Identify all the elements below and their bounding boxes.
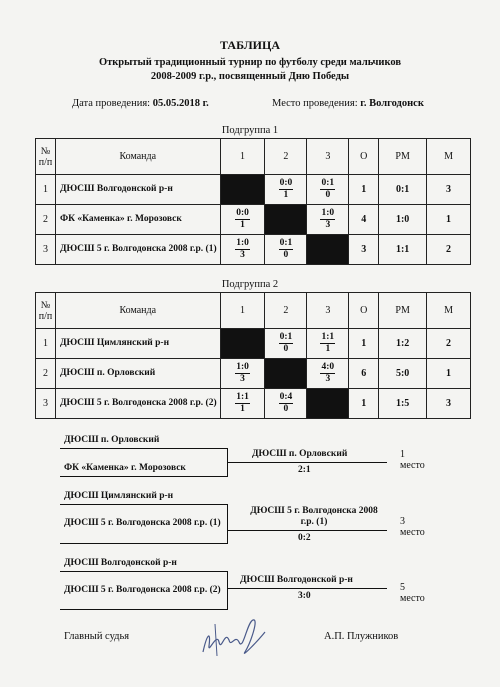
total-points: 4: [349, 205, 379, 235]
date-value: 05.05.2018 г.: [152, 98, 209, 109]
col-team: Команда: [55, 139, 220, 175]
final-team-a: ДЮСШ п. Орловский: [64, 435, 160, 445]
total-points: 1: [349, 329, 379, 359]
group1-caption: Подгруппа 1: [221, 125, 279, 136]
match-points: 1: [240, 404, 245, 414]
col-num: № п/п: [36, 139, 56, 175]
row-num: 1: [36, 175, 56, 205]
final-place-label: 5 место: [400, 582, 425, 604]
table-row: [36, 389, 471, 419]
match-points: 1: [240, 220, 245, 230]
place-value: г. Волгодонск: [360, 98, 424, 109]
group1-header-row: [36, 139, 471, 175]
total-points: 3: [349, 235, 379, 265]
self-cell: [307, 235, 349, 265]
match-score: 0:1: [321, 178, 335, 188]
match-cell: [265, 329, 307, 359]
date-label: Дата проведения:: [72, 98, 151, 109]
final-team-a: ДЮСШ Цимлянский р-н: [64, 491, 174, 501]
total-points: 1: [349, 175, 379, 205]
match-points: 1: [283, 190, 289, 200]
document-subtitle: [0, 56, 500, 84]
judge-label: Главный судья: [64, 631, 130, 642]
group1-table: [35, 138, 471, 265]
self-cell: [220, 175, 265, 205]
match-score: 0:0: [236, 208, 249, 218]
total-points: 6: [349, 359, 379, 389]
final-score: 3:0: [298, 591, 311, 601]
final-place-label: 3 место: [400, 516, 425, 538]
goal-diff: 1:0: [379, 205, 427, 235]
match-cell: [265, 389, 307, 419]
col-points: О: [349, 139, 379, 175]
col-1: 1: [220, 293, 265, 329]
col-points: О: [349, 293, 379, 329]
signature-icon: [195, 612, 270, 662]
match-score: 1:1: [321, 332, 335, 342]
final-place: 2: [427, 235, 471, 265]
row-num: 3: [36, 235, 56, 265]
match-score: 1:0: [321, 208, 335, 218]
col-num: № п/п: [36, 293, 56, 329]
total-points: 1: [349, 389, 379, 419]
table-row: [36, 359, 471, 389]
self-cell: [265, 205, 307, 235]
match-points: 0: [283, 404, 289, 414]
final-place: 1: [427, 205, 471, 235]
row-num: 1: [36, 329, 56, 359]
final-winner: ДЮСШ п. Орловский: [252, 449, 348, 459]
final-place: 2: [427, 329, 471, 359]
self-cell: [265, 359, 307, 389]
col-3: 3: [307, 139, 349, 175]
event-date: [72, 98, 209, 109]
team-name: ФК «Каменка» г. Морозовск: [55, 205, 220, 235]
row-num: 3: [36, 389, 56, 419]
subtitle-line-1: Открытый традиционный турнир по футболу среди мальчиков: [98, 57, 402, 68]
match-cell: [220, 235, 265, 265]
col-place: М: [427, 293, 471, 329]
col-1: 1: [220, 139, 265, 175]
col-goals: РМ: [379, 293, 427, 329]
match-score: 0:1: [279, 238, 293, 248]
place-label: Место проведения:: [272, 98, 358, 109]
match-cell: [220, 359, 265, 389]
match-cell: [220, 205, 265, 235]
match-score: 1:0: [236, 362, 249, 372]
goal-diff: 1:5: [379, 389, 427, 419]
team-name: ДЮСШ Волгодонской р-н: [55, 175, 220, 205]
group2-header-row: [36, 293, 471, 329]
final-team-b: ДЮСШ 5 г. Волгодонска 2008 г.р. (2): [64, 585, 221, 595]
col-place: М: [427, 139, 471, 175]
match-points: 0: [283, 250, 289, 260]
team-name: ДЮСШ 5 г. Волгодонска 2008 г.р. (1): [55, 235, 220, 265]
self-cell: [220, 329, 265, 359]
final-winner: ДЮСШ Волгодонской р-н: [240, 575, 353, 585]
match-score: 1:0: [236, 238, 249, 248]
subtitle-line-2: 2008-2009 г.р., посвященный Дню Победы: [150, 71, 350, 82]
final-team-b: ФК «Каменка» г. Морозовск: [64, 463, 186, 473]
match-points: 3: [325, 220, 331, 230]
goal-diff: 1:1: [379, 235, 427, 265]
match-score: 1:1: [236, 392, 249, 402]
match-cell: [265, 235, 307, 265]
row-num: 2: [36, 205, 56, 235]
match-score: 0:0: [279, 178, 293, 188]
goal-diff: 1:2: [379, 329, 427, 359]
table-row: [36, 175, 471, 205]
col-2: 2: [265, 139, 307, 175]
match-points: 1: [325, 344, 331, 354]
judge-name: А.П. Плужников: [324, 631, 399, 642]
row-num: 2: [36, 359, 56, 389]
match-cell: [307, 175, 349, 205]
match-score: 0:1: [279, 332, 293, 342]
match-cell: [307, 359, 349, 389]
match-cell: [307, 205, 349, 235]
event-place: [272, 98, 424, 109]
group2-caption: Подгруппа 2: [221, 279, 279, 290]
match-score: 4:0: [321, 362, 335, 372]
team-name: ДЮСШ п. Орловский: [55, 359, 220, 389]
final-winner: ДЮСШ 5 г. Волгодонска 2008 г.р. (1): [250, 506, 378, 527]
match-score: 0:4: [279, 392, 293, 402]
final-place: 3: [427, 175, 471, 205]
col-goals: РМ: [379, 139, 427, 175]
match-points: 3: [240, 374, 245, 384]
final-score: 2:1: [298, 465, 311, 475]
goal-diff: 5:0: [379, 359, 427, 389]
match-points: 0: [325, 190, 331, 200]
col-team: Команда: [55, 293, 220, 329]
document-title: ТАБЛИЦА: [220, 38, 280, 52]
final-score: 0:2: [298, 533, 311, 543]
team-name: ДЮСШ 5 г. Волгодонска 2008 г.р. (2): [55, 389, 220, 419]
match-points: 3: [240, 250, 245, 260]
match-cell: [265, 175, 307, 205]
table-row: [36, 329, 471, 359]
col-3: 3: [307, 293, 349, 329]
final-place-label: 1 место: [400, 449, 425, 471]
final-place: 3: [427, 389, 471, 419]
table-row: [36, 205, 471, 235]
final-team-a: ДЮСШ Волгодонской р-н: [64, 558, 177, 568]
final-team-b: ДЮСШ 5 г. Волгодонска 2008 г.р. (1): [64, 518, 221, 528]
table-row: [36, 235, 471, 265]
match-points: 3: [325, 374, 331, 384]
group2-table: [35, 292, 471, 419]
team-name: ДЮСШ Цимлянский р-н: [55, 329, 220, 359]
match-points: 0: [283, 344, 289, 354]
self-cell: [307, 389, 349, 419]
match-cell: [307, 329, 349, 359]
goal-diff: 0:1: [379, 175, 427, 205]
final-place: 1: [427, 359, 471, 389]
match-cell: [220, 389, 265, 419]
col-2: 2: [265, 293, 307, 329]
